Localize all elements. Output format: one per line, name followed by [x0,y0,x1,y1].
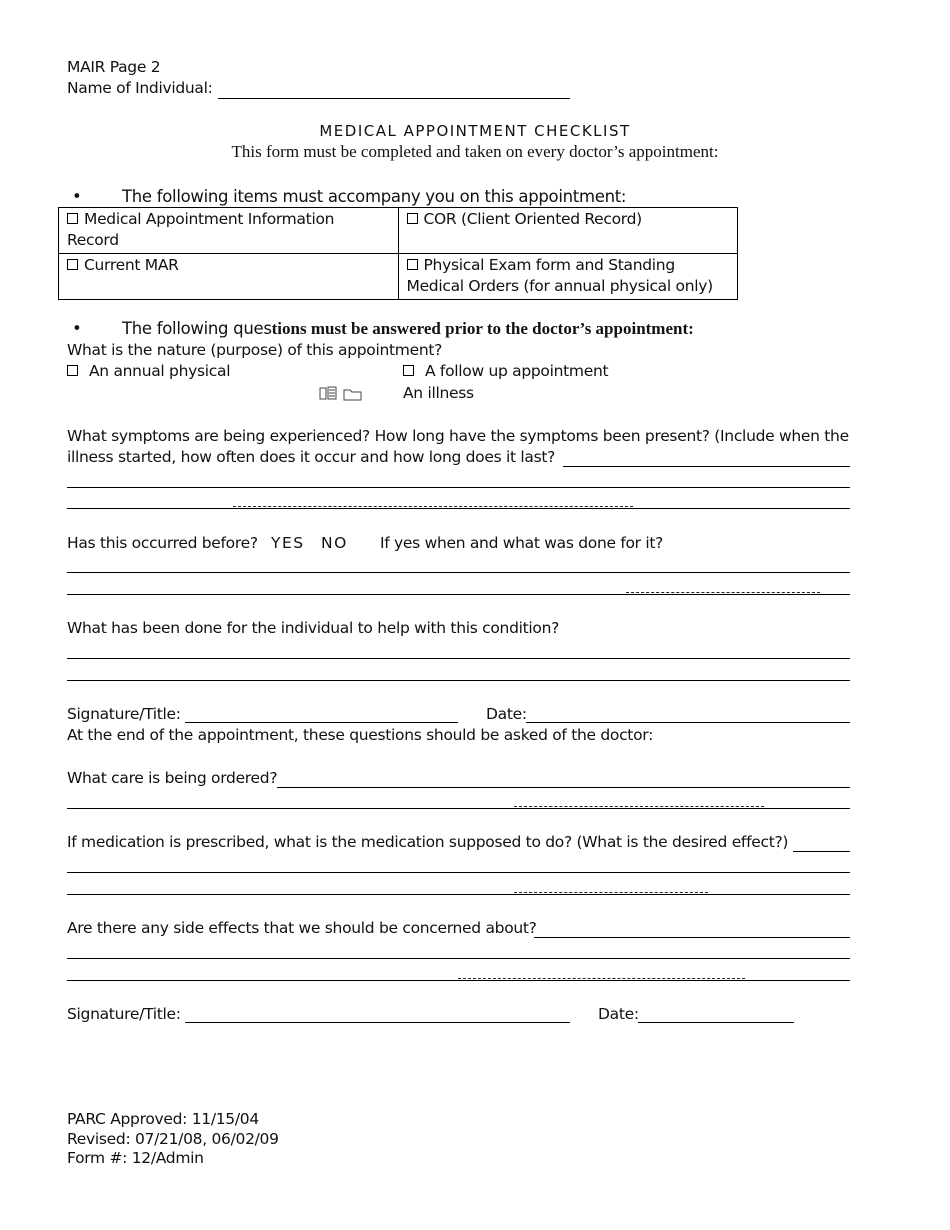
dashed-underline [233,506,633,507]
answer-line[interactable] [67,658,850,659]
answer-line[interactable] [67,980,850,981]
done-question: What has been done for the individual to help with this condition? [67,619,560,637]
nature-question: What is the nature (purpose) of this appointment? [67,341,443,359]
page-label: MAIR Page 2 [67,58,161,76]
care-question: What care is being ordered? [67,769,278,787]
checkbox[interactable] [407,213,418,224]
answer-line[interactable] [67,572,850,573]
item-label: COR (Client Oriented Record) [423,210,642,228]
yes-option[interactable]: YES [271,534,305,552]
date-label: Date: [598,1005,639,1023]
option-annual-label: An annual physical [89,362,231,380]
answer-line[interactable] [67,594,850,595]
answer-line[interactable] [67,680,850,681]
answer-line[interactable] [67,808,850,809]
section2-intro-bold: tions must be answered prior to the doctor’s appointment: [271,319,694,338]
answer-line[interactable] [67,487,850,488]
occurred-question: Has this occurred before? [67,534,258,552]
item-cell [59,254,399,300]
page-title: MEDICAL APPOINTMENT CHECKLIST [319,122,631,140]
item-label: Current MAR [84,256,179,274]
date-input-line[interactable] [526,722,850,723]
dashed-underline [514,806,764,807]
answer-line[interactable] [67,872,850,873]
option-illness-label: An illness [403,384,474,402]
page-subtitle: This form must be completed and taken on every doctor’s appointment: [231,142,719,161]
bullet-icon: • [72,319,82,338]
bullet-icon: • [72,187,82,206]
dashed-underline [458,978,745,979]
required-items-table [58,207,738,300]
item-cell [398,208,738,254]
checkbox[interactable] [403,365,414,376]
name-label: Name of Individual: [67,79,213,97]
symptoms-question-line2: illness started, how often does it occur and how long does it last? [67,448,556,466]
checkbox[interactable] [67,259,78,270]
signature-label: Signature/Title: [67,705,181,723]
side-effects-question: Are there any side effects that we should be concerned about? [67,919,537,937]
section3-intro: At the end of the appointment, these questions should be asked of the doctor: [67,726,653,744]
footer-revised: Revised: 07/21/08, 06/02/09 [67,1130,279,1148]
answer-line[interactable] [793,851,850,852]
section1-intro [72,187,626,207]
option-follow-up [403,361,608,381]
checkbox[interactable] [67,365,78,376]
broken-glyph-icon [319,386,363,402]
dashed-underline [514,892,708,893]
signature-label: Signature/Title: [67,1005,181,1023]
option-follow-up-label: A follow up appointment [425,362,609,380]
section1-intro-text: The following items must accompany you on this appointment: [122,187,627,206]
checkbox[interactable] [407,259,418,270]
footer-form-number: Form #: 12/Admin [67,1149,204,1167]
name-input-line[interactable] [218,98,570,99]
item-label: Physical Exam form and Standing Medical Orders (for annual physical only) [406,256,713,295]
answer-line[interactable] [67,958,850,959]
answer-line[interactable] [67,508,850,509]
date-label: Date: [486,705,527,723]
footer-approved: PARC Approved: 11/15/04 [67,1110,259,1128]
checkbox[interactable] [67,213,78,224]
answer-line[interactable] [277,787,850,788]
option-annual [67,361,230,381]
signature-input-line[interactable] [185,1022,570,1023]
answer-line[interactable] [534,937,850,938]
date-input-line[interactable] [638,1022,794,1023]
item-cell [398,254,738,300]
symptoms-question-line1: What symptoms are being experienced? How long have the symptoms been present? (Include when the [67,427,849,445]
no-option[interactable]: NO [321,534,348,552]
item-label: Medical Appointment Information Record [67,210,335,249]
signature-input-line[interactable] [185,722,458,723]
medication-question: If medication is prescribed, what is the medication supposed to do? (What is the desired effect?) [67,833,789,851]
item-cell [59,208,399,254]
answer-line[interactable] [67,894,850,895]
if-yes-question: If yes when and what was done for it? [380,534,664,552]
dashed-underline [626,592,820,593]
section2-intro-plain: The following ques [122,319,272,338]
section2-intro [72,319,694,339]
answer-line[interactable] [563,466,850,467]
